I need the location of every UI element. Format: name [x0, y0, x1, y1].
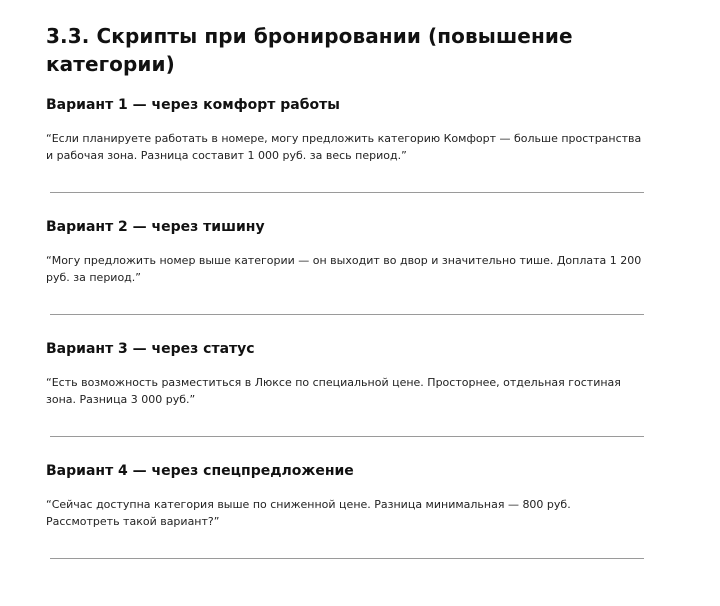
variant-heading: Вариант 1 — через комфорт работы: [46, 97, 340, 113]
divider: [50, 314, 644, 315]
page-title: 3.3. Скрипты при бронировании (повышение категории): [46, 24, 573, 76]
variant-1: [46, 96, 646, 162]
variant-heading: Вариант 4 — через спецпредложение: [46, 463, 354, 479]
document-page: [46, 22, 646, 528]
divider: [50, 558, 644, 559]
variant-heading: Вариант 3 — через статус: [46, 341, 255, 357]
variant-2: [46, 218, 646, 284]
divider: [50, 436, 644, 437]
divider: [50, 192, 644, 193]
variant-3: [46, 340, 646, 406]
variant-heading: Вариант 2 — через тишину: [46, 219, 265, 235]
variant-script-text: “Сейчас доступна категория выше по сниженной цене. Разница минимальная — 800 руб. Рассмотреть такой вариант?”: [46, 498, 571, 528]
variant-script-text: “Могу предложить номер выше категории — он выходит во двор и значительно тише. Доплата 1 200 руб. за период.”: [46, 254, 642, 284]
variant-4: [46, 462, 646, 528]
variant-script-text: “Если планируете работать в номере, могу предложить категорию Комфорт — больше пространства и рабочая зона. Разница составит 1 000 руб. за весь период.”: [46, 132, 642, 162]
variant-script-text: “Есть возможность разместиться в Люксе по специальной цене. Просторнее, отдельная гостиная зона. Разница 3 000 руб.”: [46, 376, 621, 406]
